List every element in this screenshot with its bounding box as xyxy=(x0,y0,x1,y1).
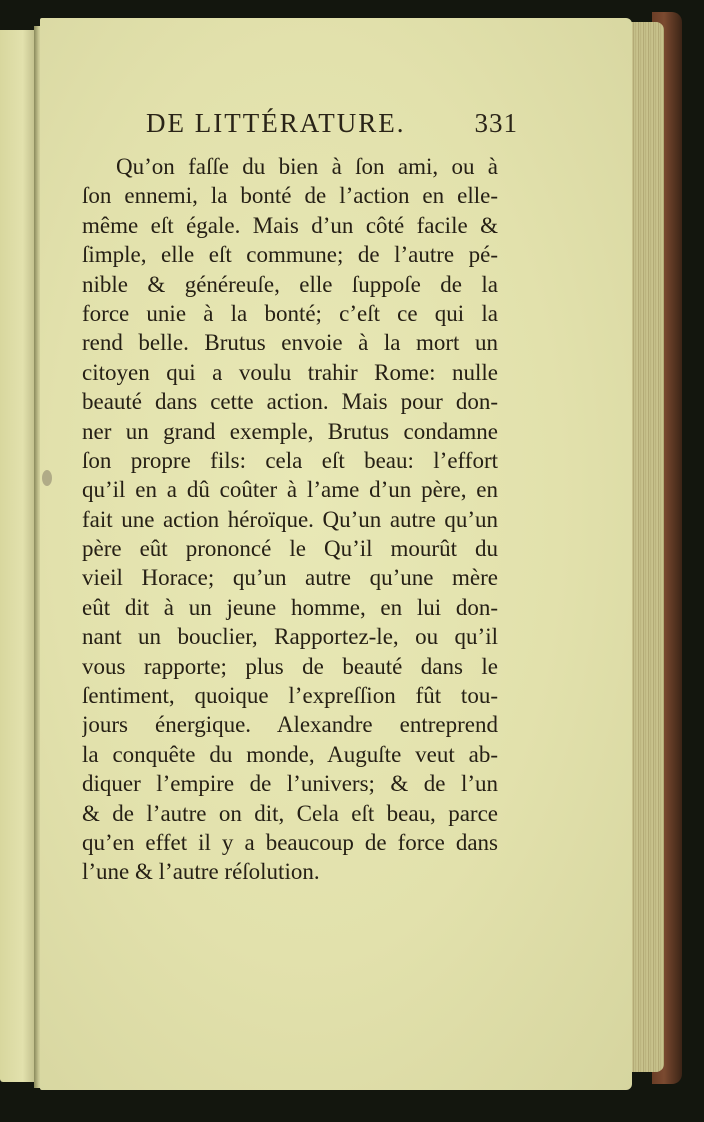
text-line: Qu’on faſſe du bien à ſon ami, ou à xyxy=(116,154,498,179)
page-number: 331 xyxy=(474,108,518,138)
text-line: ſon propre fils: cela eſt beau: l’effort xyxy=(82,447,498,473)
text-line: l’une & l’autre réſolution. xyxy=(82,859,320,885)
text-line: & de l’autre on dit, Cela eſt beau, parce xyxy=(82,800,498,826)
text-line: la conquête du monde, Auguſte veut ab- xyxy=(82,741,498,767)
text-line: nant un bouclier, Rapportez-le, ou qu’il xyxy=(82,624,498,650)
text-line: citoyen qui a voulu trahir Rome: nulle xyxy=(82,359,498,385)
text-line: qu’en effet il y a beaucoup de force dans xyxy=(82,829,498,855)
text-line: vieil Horace; qu’un autre qu’une mère xyxy=(82,565,498,591)
text-line: eût dit à un jeune homme, en lui don- xyxy=(82,594,498,620)
text-line: ſentiment, quoique l’expreſſion fût tou- xyxy=(82,683,498,709)
page-stain xyxy=(42,470,52,486)
text-line: qu’il en a dû coûter à l’ame d’un père, en xyxy=(82,477,498,503)
text-line: fait une action héroïque. Qu’un autre qu’un xyxy=(82,506,498,532)
text-line: force unie à la bonté; c’eſt ce qui la xyxy=(82,300,498,326)
text-line: ſon ennemi, la bonté de l’action en elle- xyxy=(82,183,498,209)
facing-page-edge xyxy=(0,30,38,1082)
body-text xyxy=(82,152,498,887)
text-line: ner un grand exemple, Brutus condamne xyxy=(82,418,498,444)
text-line: vous rapporte; plus de beauté dans le xyxy=(82,653,498,679)
text-line: même eſt égale. Mais d’un côté facile & xyxy=(82,212,498,238)
running-title: DE LITTÉRATURE. xyxy=(146,108,406,138)
text-line: jours énergique. Alexandre entreprend xyxy=(82,712,498,738)
text-line: rend belle. Brutus envoie à la mort un xyxy=(82,330,498,356)
text-line: beauté dans cette action. Mais pour don- xyxy=(82,389,498,415)
text-line: père eût prononcé le Qu’il mourût du xyxy=(82,536,498,562)
text-line: ſimple, elle eſt commune; de l’autre pé- xyxy=(82,242,498,268)
text-line: diquer l’empire de l’univers; & de l’un xyxy=(82,771,498,797)
text-line: nible & généreuſe, elle ſuppoſe de la xyxy=(82,271,498,297)
running-header xyxy=(146,108,518,142)
